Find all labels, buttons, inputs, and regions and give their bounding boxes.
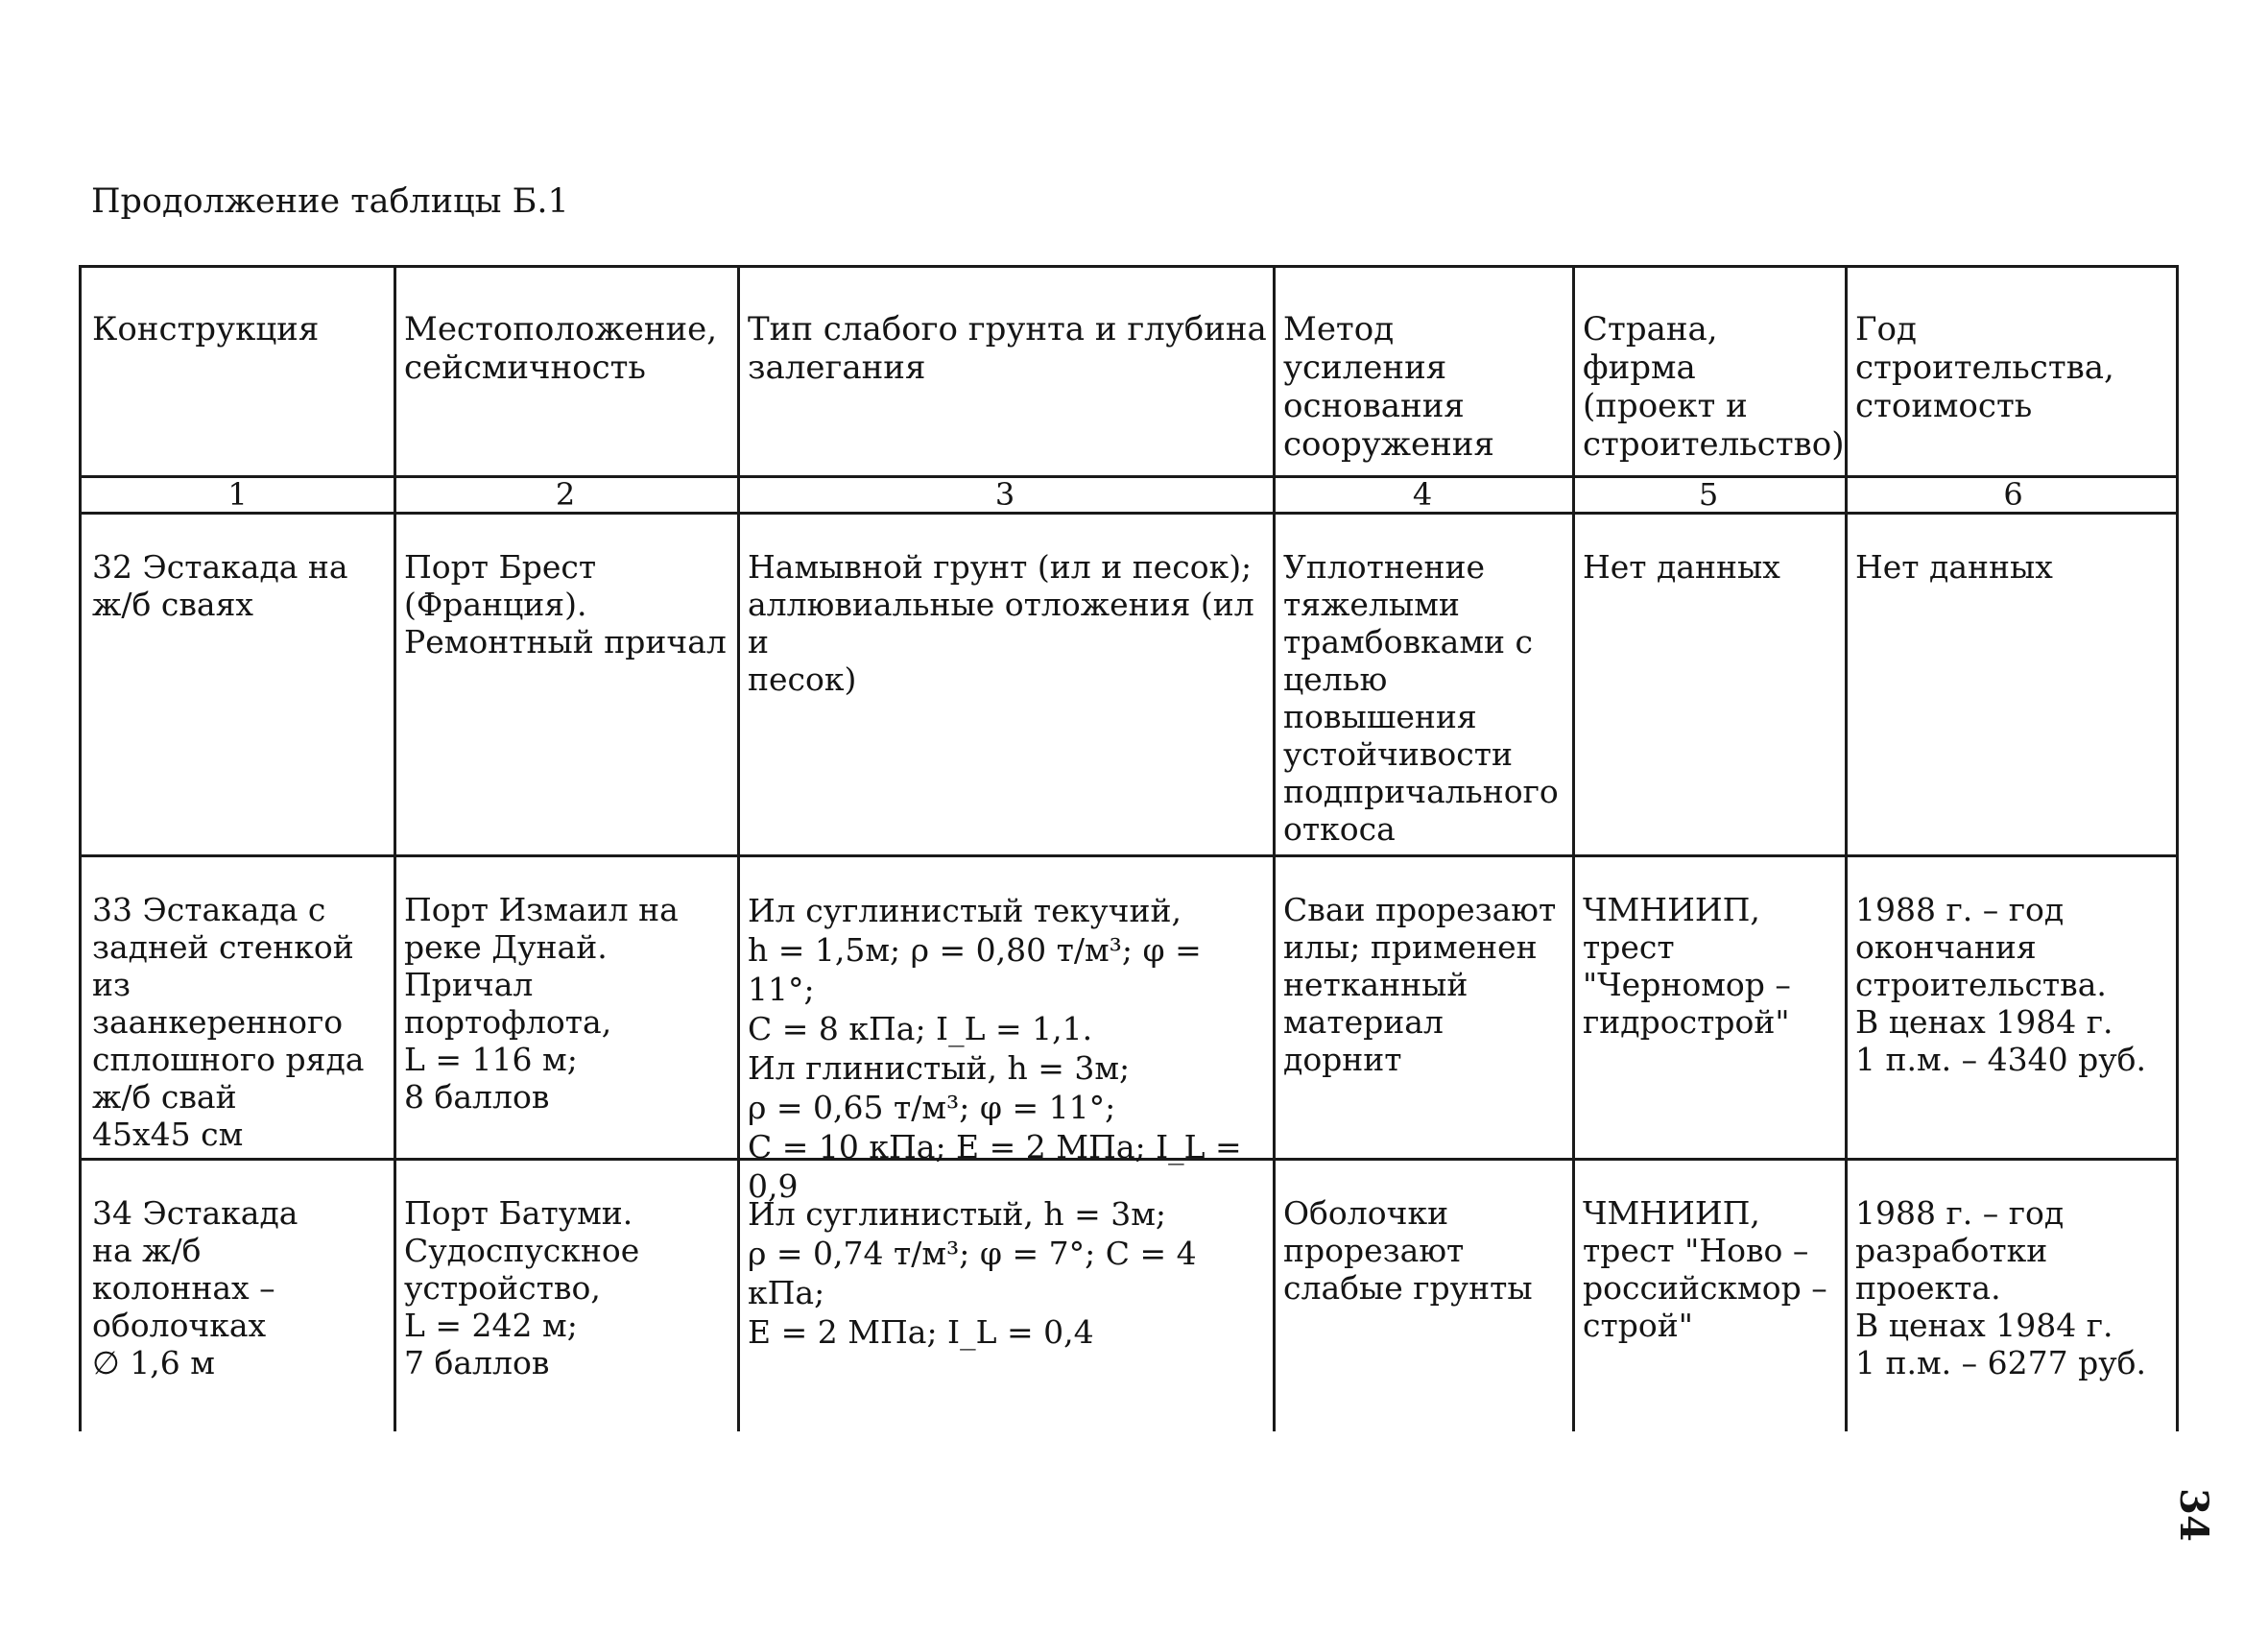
table-cell: 34 Эстакада на ж/б колоннах – оболочках ∅ 1,6 м xyxy=(92,1194,298,1381)
column-number-cell: 5 xyxy=(1698,476,1719,513)
page-number: 34 xyxy=(2171,1488,2216,1542)
table-cell: 33 Эстакада с задней стенкой из заанкеренного сплошного ряда ж/б свай 45х45 см xyxy=(92,891,365,1153)
table-cell: ЧМНИИП, трест "Черномор – гидрострой" xyxy=(1583,891,1791,1041)
table-cell: 1988 г. – год разработки проекта. В ценах 1984 г. 1 п.м. – 6277 руб. xyxy=(1855,1194,2146,1381)
column-number-cell: 3 xyxy=(994,476,1015,513)
table-cell: ЧМНИИП, трест "Ново – российскмор – строй" xyxy=(1583,1194,1827,1344)
table-cell: Оболочки прорезают слабые грунты xyxy=(1283,1194,1533,1307)
table-cell: Ил суглинистый текучий, h = 1,5м; ρ = 0,80 т/м³; φ = 11°; С = 8 кПа; I_L = 1,1. Ил глинистый, h = 3м; ρ = 0,65 т/м³; φ = 11°; С = 10 кПа; Е = 2 МПа; I_L = 0,9 xyxy=(748,892,1242,1205)
header-cell: Местоположение, сейсмичность xyxy=(404,310,718,387)
data-table xyxy=(79,265,2179,1431)
table-cell: Сваи прорезают илы; применен нетканный материал дорнит xyxy=(1283,891,1557,1078)
table-cell: Ил суглинистый, h = 3м; ρ = 0,74 т/м³; φ = 7°; С = 4 кПа; Е = 2 МПа; I_L = 0,4 xyxy=(748,1195,1197,1351)
table-caption: Продолжение таблицы Б.1 xyxy=(91,182,569,221)
header-cell: Тип слабого грунта и глубина залегания xyxy=(748,310,1267,387)
table-cell: 1988 г. – год окончания строительства. В ценах 1984 г. 1 п.м. – 4340 руб. xyxy=(1855,891,2146,1078)
table-cell: Нет данных xyxy=(1855,548,2053,586)
column-number-cell: 2 xyxy=(555,476,576,513)
table-cell: Порт Измаил на реке Дунай. Причал портофлота, L = 116 м; 8 баллов xyxy=(404,891,679,1116)
header-cell: Страна, фирма (проект и строительство) xyxy=(1583,310,1845,464)
table-cell: Порт Батуми. Судоспускное устройство, L = 242 м; 7 баллов xyxy=(404,1194,640,1381)
header-cell: Метод усиления основания сооружения xyxy=(1283,310,1494,464)
column-number-cell: 4 xyxy=(1412,476,1433,513)
column-number-cell: 6 xyxy=(2003,476,2023,513)
table-cell: 32 Эстакада на ж/б сваях xyxy=(92,548,348,623)
table-cell: Намывной грунт (ил и песок); аллювиальные отложения (ил и песок) xyxy=(748,548,1254,698)
header-cell: Год строительства, стоимость xyxy=(1855,310,2114,425)
header-cell: Конструкция xyxy=(92,310,320,348)
column-number-cell: 1 xyxy=(227,476,248,513)
table-cell: Уплотнение тяжелыми трамбовками с целью повышения устойчивости подпричального откоса xyxy=(1283,548,1559,848)
table-cell: Нет данных xyxy=(1583,548,1780,586)
table-cell: Порт Брест (Франция). Ремонтный причал xyxy=(404,548,727,660)
